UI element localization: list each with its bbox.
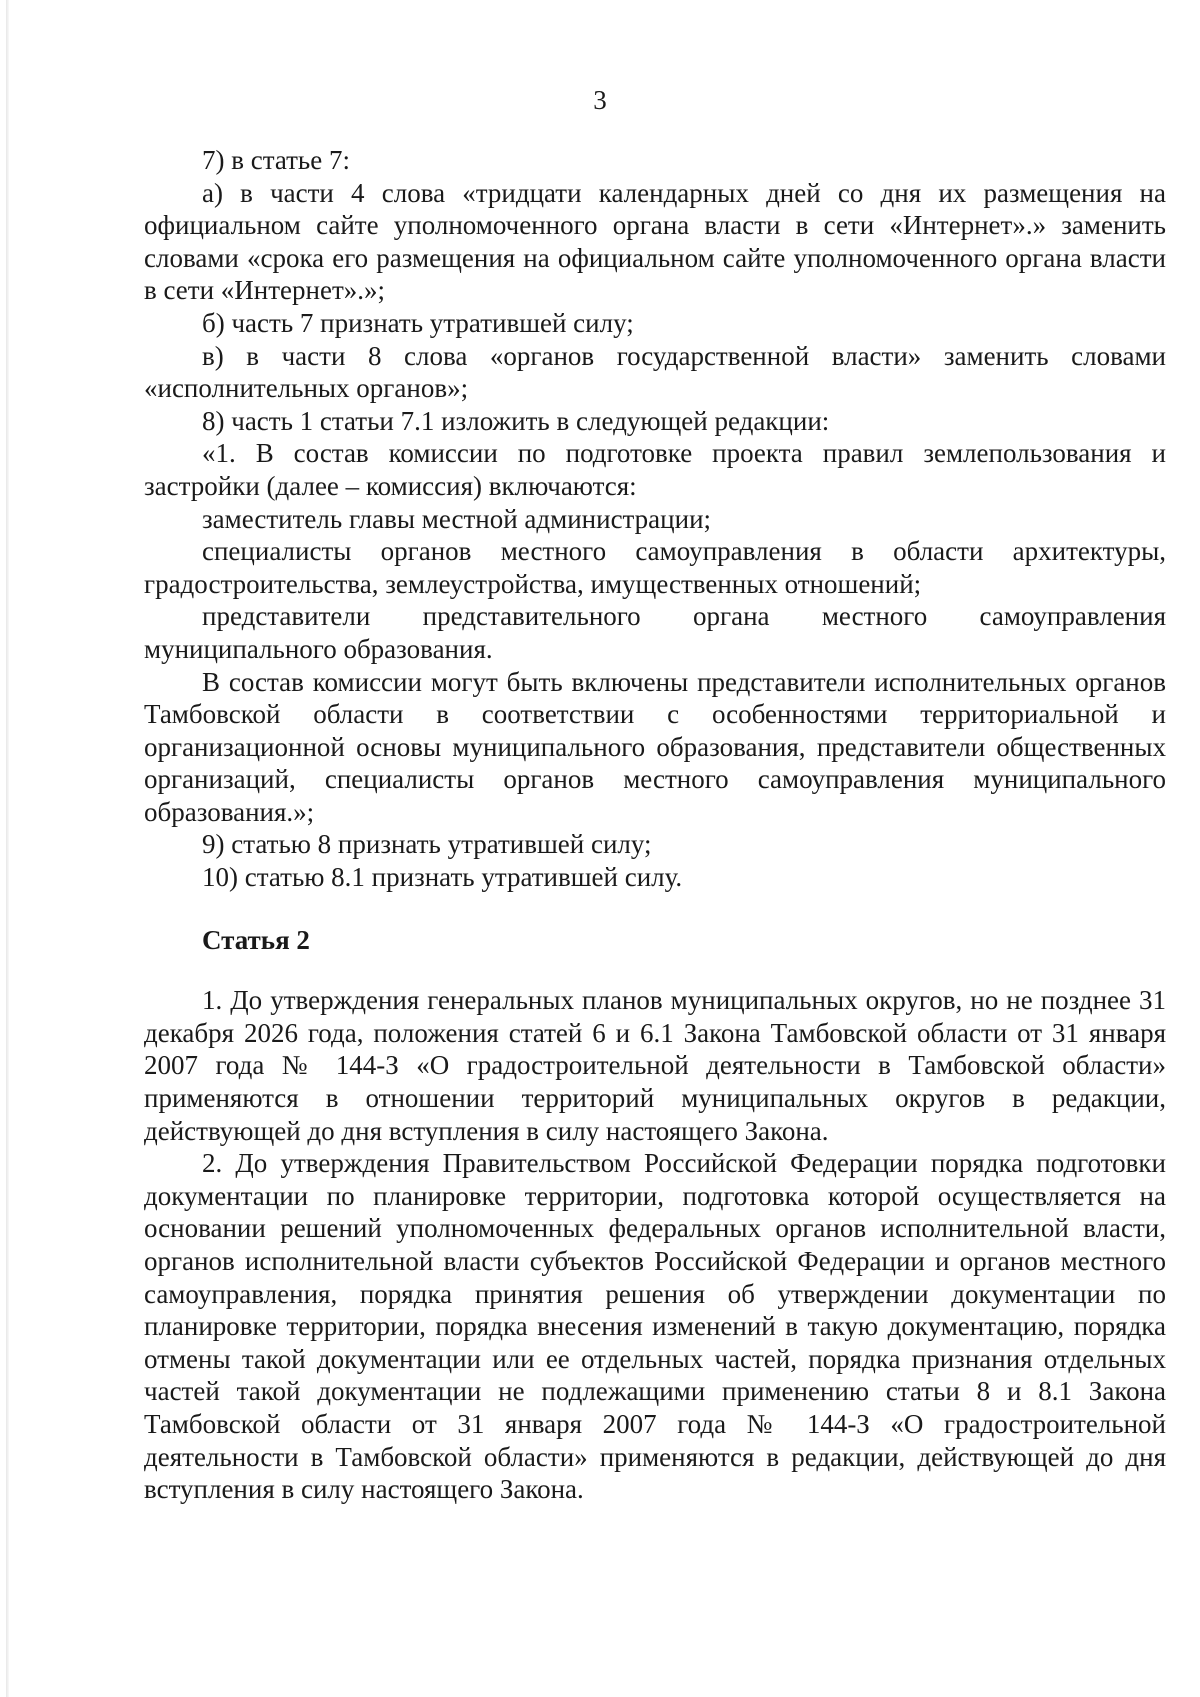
paragraph-7v: в) в части 8 слова «органов государственной власти» заменить словами «исполнительных органов»;	[144, 340, 1166, 404]
paragraph-8-composition: В состав комиссии могут быть включены представители исполнительных органов Тамбовской области в соответствии с особенностями территориальной и организационной основы муниципального образования, представители общественных организаций, специалисты органов местного самоуправления муниципального образования.»;	[144, 666, 1166, 827]
paragraph-7b: б) часть 7 признать утратившей силу;	[202, 307, 634, 338]
paragraph-9: 9) статью 8 признать утратившей силу;	[202, 829, 652, 860]
paragraph-8-specialists: специалисты органов местного самоуправления в области архитектуры, градостроительства, землеустройства, имущественных отношений;	[144, 536, 1166, 599]
paragraph-7: 7) в статье 7:	[202, 145, 350, 175]
paragraph-10: 10) статью 8.1 признать утратившей силу.	[202, 862, 683, 893]
document-body	[144, 144, 1166, 1506]
paragraph-8-deputy: заместитель главы местной администрации;	[202, 503, 712, 534]
page-number: 3	[593, 85, 607, 115]
paragraph-8: 8) часть 1 статьи 7.1 изложить в следующей редакции:	[202, 405, 830, 436]
paragraph-8-representatives: представители представительного органа местного самоуправления муниципального образования.	[144, 601, 1166, 664]
article-2-paragraph-1: 1. До утверждения генеральных планов муниципальных округов, но не позднее 31 декабря 2026 года, положения статей 6 и 6.1 Закона Тамбовской области от 31 января 2007 года № 144-З «О градостроительной деятельности в Тамбовской области» применяются в отношении территорий муниципальных округов в редакции, действующей до дня вступления в силу настоящего Закона.	[144, 985, 1166, 1146]
paragraph-7a: а) в части 4 слова «тридцати календарных дней со дня их размещения на официальном сайте уполномоченного органа власти в сети «Интернет».» заменить словами «срока его размещения на официальном сайте уполномоченного органа власти в сети «Интернет».»;	[144, 177, 1166, 306]
article-2-paragraph-2: 2. До утверждения Правительством Российской Федерации порядка подготовки документации по планировке территории, подготовка которой осуществляется на основании решений уполномоченных федеральных органов исполнительной власти, органов исполнительной власти субъектов Российской Федерации и органов местного самоуправления, порядка принятия решения об утверждении документации по планировке территории, порядка внесения изменений в такую документацию, порядка отмены такой документации или ее отдельных частей, порядка признания отдельных частей такой документации не подлежащими применению статьи 8 и 8.1 Закона Тамбовской области от 31 января 2007 года № 144-З «О градостроительной деятельности в Тамбовской области» применяются в редакции, действующей до дня вступления в силу настоящего Закона.	[144, 1148, 1166, 1505]
paragraph-8-part1: «1. В состав комиссии по подготовке проекта правил землепользования и застройки (далее – комиссия) включаются:	[144, 438, 1166, 501]
article-2-heading: Статья 2	[202, 924, 310, 955]
scan-edge-shadow	[6, 0, 9, 1697]
